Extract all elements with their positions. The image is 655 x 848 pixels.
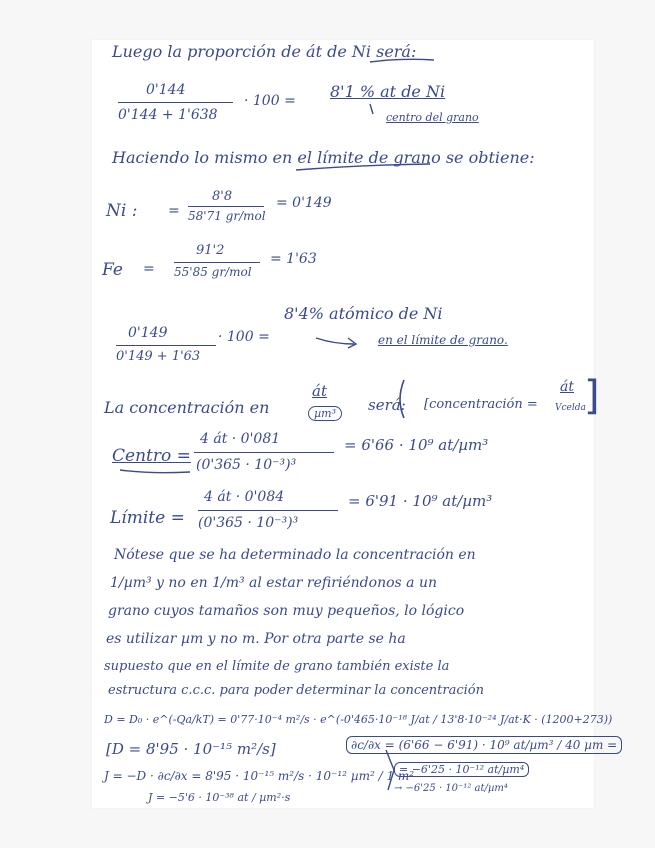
- ni-numerator: 8'8: [212, 189, 233, 204]
- concentration-unit-denominator: µm³: [308, 406, 342, 421]
- note-line-4: es utilizar µm y no m. Por otra parte se ha: [106, 631, 406, 647]
- ni-equals: =: [168, 203, 180, 219]
- ni-denominator: 58'71 gr/mol: [188, 209, 266, 223]
- fraction2-note: en el límite de grano.: [378, 333, 508, 347]
- concentration-unit-numerator: át: [312, 382, 327, 400]
- centro-denominator: (0'365 · 10⁻³)³: [196, 457, 297, 473]
- fraction1-bar: [118, 102, 233, 103]
- gradient-result-repeat: → −6'25 · 10⁻¹² at/µm⁴: [394, 783, 508, 794]
- limite-label: Límite =: [110, 508, 185, 528]
- note-line-5: supuesto que en el límite de grano también existe la: [104, 659, 450, 674]
- fraction1-multiplier: · 100 =: [244, 93, 296, 109]
- ni-result: = 0'149: [276, 195, 332, 211]
- gradient-result: = −6'25 · 10⁻¹² at/µm⁴: [394, 762, 529, 777]
- fraction1-denominator: 0'144 + 1'638: [118, 107, 218, 123]
- fraction1-numerator: 0'144: [146, 82, 186, 98]
- note-line-1: Nótese que se ha determinado la concentración en: [114, 547, 476, 563]
- flux-equation: J = −D · ∂c/∂x = 8'95 · 10⁻¹⁵ m²/s · 10⁻¹² µm² / 1 m²: [104, 769, 415, 783]
- centro-fraction-bar: [194, 452, 334, 453]
- centro-result: = 6'66 · 10⁹ at/µm³: [344, 436, 489, 454]
- concentration-box-denominator: Vcelda: [555, 403, 586, 413]
- fe-numerator: 91'2: [196, 243, 225, 258]
- ni-fraction-bar: [188, 206, 264, 207]
- diffusion-result: [D = 8'95 · 10⁻¹⁵ m²/s]: [106, 740, 276, 758]
- note-line-2: 1/µm³ y no en 1/m³ al estar refiriéndonos a un: [110, 575, 437, 591]
- diffusion-equation: D = D₀ · e^(-Qa/kT) = 0'77·10⁻⁴ m²/s · e^(-0'465·10⁻¹⁸ J/at / 13'8·10⁻²⁴ J/at·K · (1200+273)): [104, 713, 613, 726]
- ni-label: Ni :: [106, 201, 138, 221]
- fe-equals: =: [143, 261, 155, 277]
- note-line-6: estructura c.c.c. para poder determinar la concentración: [108, 683, 484, 698]
- gradient-equation: ∂c/∂x = (6'66 − 6'91) · 10⁹ at/µm³ / 40 µm =: [346, 736, 622, 754]
- grain-boundary-sentence: Haciendo lo mismo en el límite de grano se obtiene:: [112, 148, 535, 167]
- note-line-3: grano cuyos tamaños son muy pequeños, lo lógico: [108, 603, 465, 619]
- concentration-box-numerator: át: [560, 379, 574, 395]
- concentration-sera: será:: [368, 396, 406, 414]
- fraction2-denominator: 0'149 + 1'63: [116, 349, 201, 364]
- fraction2-bar: [116, 345, 216, 346]
- intro-sentence: Luego la proporción de át de Ni será:: [112, 42, 417, 61]
- limite-result: = 6'91 · 10⁹ at/µm³: [348, 492, 493, 510]
- fraction2-numerator: 0'149: [128, 325, 168, 341]
- limite-numerator: 4 át · 0'084: [204, 489, 285, 505]
- centro-numerator: 4 át · 0'081: [200, 431, 281, 447]
- fe-label: Fe: [102, 260, 123, 280]
- limite-denominator: (0'365 · 10⁻³)³: [198, 515, 299, 531]
- limite-fraction-bar: [198, 510, 338, 511]
- fe-denominator: 55'85 gr/mol: [174, 265, 252, 279]
- fraction1-note: centro del grano: [386, 111, 479, 124]
- concentration-box-label: [concentración =: [424, 397, 538, 412]
- centro-label: Centro =: [112, 446, 191, 466]
- flux-result: J = −5'6 · 10⁻³⁸ at / µm²·s: [148, 791, 291, 804]
- concentration-sentence: La concentración en: [104, 398, 270, 417]
- fe-fraction-bar: [174, 262, 260, 263]
- concentration-box-bracket: ]: [584, 373, 600, 419]
- fe-result: = 1'63: [270, 251, 317, 267]
- fraction1-result: 8'1 % at de Ni: [330, 82, 446, 101]
- fraction2-multiplier: · 100 =: [218, 329, 270, 345]
- fraction2-result: 8'4% atómico de Ni: [284, 304, 443, 323]
